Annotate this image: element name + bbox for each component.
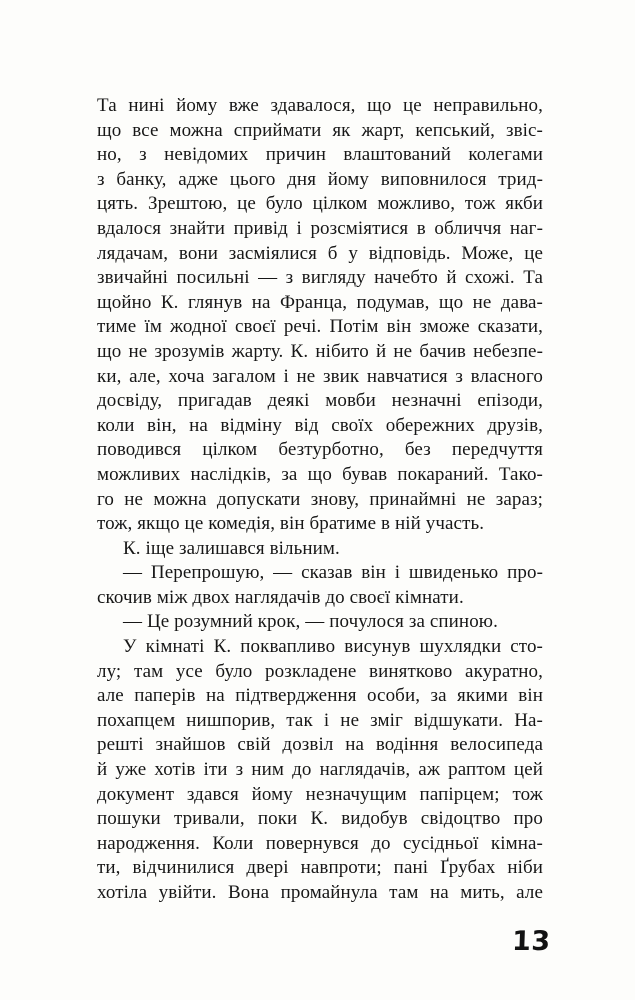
text-line: У кімнаті К. поквапливо висунув шухлядки сто- <box>123 636 543 658</box>
text-line: — Це розумний крок, — почулося за спиною. <box>123 611 498 633</box>
text-line: вдалося знайти привід і розсміятися в обличчя наг- <box>97 217 543 239</box>
text-line: поводився цілком безтурботно, без передчуття <box>97 439 543 461</box>
text-line: Та нині йому вже здавалося, що це неправильно, <box>97 95 543 116</box>
text-line: ти, відчинилися двері навпроти; пані Ґрубах ніби <box>97 857 543 879</box>
text-line: досвіду, пригадав деякі мовби незначні епізоди, <box>97 390 543 412</box>
text-line: похапцем нишпорив, так і не зміг відшукати. На- <box>97 709 543 731</box>
text-line: народження. Коли повернувся до сусідньої кімна- <box>97 832 543 854</box>
text-line: але паперів на підтвердження особи, за якими він <box>97 685 543 707</box>
text-line: можливих наслідків, за що бував покараний. Тако- <box>97 463 543 485</box>
text-line: що не зрозумів жарту. К. нібито й не бачив небезпе- <box>97 340 543 362</box>
text-line: хотіла увійти. Вона промайнула там на мить, але <box>97 882 543 903</box>
text-line: лядачам, вони засміялися б у відповідь. Може, це <box>97 242 543 264</box>
text-line: тиме їм жодної своєї речі. Потім він зможе сказати, <box>97 316 543 338</box>
text-line: решті знайшов свій дозвіл на водіння велосипеда <box>97 734 543 756</box>
page-number: 13 <box>511 926 552 957</box>
text-line: ки, але, хоча загалом і не звик навчатися з власного <box>97 365 543 387</box>
text-line: щойно К. глянув на Франца, подумав, що не дава- <box>97 291 543 313</box>
text-line: но, з невідомих причин влаштований колегами <box>97 144 543 166</box>
text-line: скочив між двох наглядачів до своєї кімнати. <box>97 586 464 608</box>
text-line: цять. Зрештою, це було цілком можливо, тож якби <box>97 193 543 215</box>
text-line: й уже хотів іти з ним до наглядачів, аж раптом цей <box>97 759 543 781</box>
text-line: го не можна допускати знову, принаймні не зараз; <box>97 488 543 510</box>
text-line: К. іще залишався вільним. <box>123 537 340 559</box>
text-line: — Перепрошую, — сказав він і швиденько про- <box>123 562 543 584</box>
text-line: звичайні посильні — з вигляду начебто й схожі. Та <box>97 267 543 289</box>
text-line: що все можна сприймати як жарт, кепський, звіс- <box>97 119 543 141</box>
text-line: коли він, на відміну від своїх обережних друзів, <box>97 414 543 436</box>
text-line: лу; там усе було розкладене винятково акуратно, <box>97 660 543 682</box>
text-line: пошуки тривали, поки К. видобув свідоцтво про <box>97 808 543 830</box>
text-line: документ здався йому незначущим папірцем; тож <box>97 783 543 805</box>
text-line: тож, якщо це комедія, він братиме в ній участь. <box>97 513 485 535</box>
text-line: з банку, адже цього дня йому виповнилося трид- <box>97 168 543 190</box>
body-text <box>97 94 543 906</box>
